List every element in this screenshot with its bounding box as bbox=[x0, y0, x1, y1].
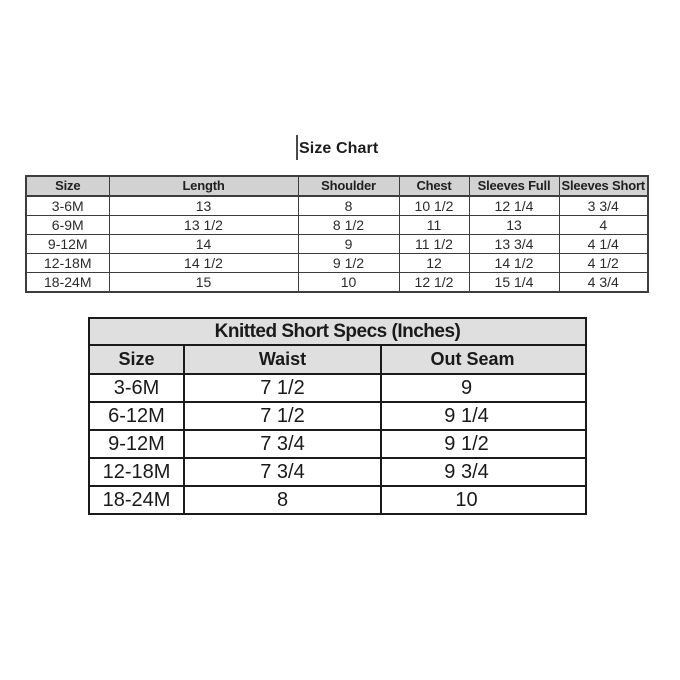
column-header-sleeves-full: Sleeves Full bbox=[469, 176, 559, 196]
cell-chest: 12 1/2 bbox=[399, 273, 469, 293]
knitted-specs-title: Knitted Short Specs (Inches) bbox=[89, 318, 586, 345]
cell-chest: 11 bbox=[399, 216, 469, 235]
cell-sleeves-full: 13 bbox=[469, 216, 559, 235]
cell-waist: 8 bbox=[184, 486, 381, 514]
column-header-sleeves-short: Sleeves Short bbox=[559, 176, 648, 196]
size-chart-header-row bbox=[26, 176, 648, 196]
cell-out-seam: 9 3/4 bbox=[381, 458, 586, 486]
cell-size: 18-24M bbox=[89, 486, 184, 514]
table-row bbox=[89, 486, 586, 514]
cell-size: 9-12M bbox=[26, 235, 109, 254]
cell-length: 13 bbox=[109, 196, 298, 216]
cell-size: 6-12M bbox=[89, 402, 184, 430]
table-row bbox=[26, 216, 648, 235]
column-header-size: Size bbox=[89, 345, 184, 374]
cell-size: 12-18M bbox=[89, 458, 184, 486]
cell-sleeves-short: 4 3/4 bbox=[559, 273, 648, 293]
cell-size: 12-18M bbox=[26, 254, 109, 273]
cell-waist: 7 1/2 bbox=[184, 374, 381, 402]
cell-sleeves-full: 15 1/4 bbox=[469, 273, 559, 293]
cell-sleeves-short: 4 1/4 bbox=[559, 235, 648, 254]
table-row bbox=[26, 196, 648, 216]
table-row bbox=[89, 374, 586, 402]
cell-length: 14 bbox=[109, 235, 298, 254]
cell-size: 6-9M bbox=[26, 216, 109, 235]
cell-shoulder: 8 bbox=[298, 196, 399, 216]
table-row bbox=[89, 402, 586, 430]
table-row bbox=[26, 273, 648, 293]
knitted-specs-header-row bbox=[89, 345, 586, 374]
cell-length: 13 1/2 bbox=[109, 216, 298, 235]
cell-out-seam: 9 bbox=[381, 374, 586, 402]
table-row bbox=[26, 235, 648, 254]
table-row bbox=[26, 254, 648, 273]
cell-chest: 10 1/2 bbox=[399, 196, 469, 216]
cell-shoulder: 8 1/2 bbox=[298, 216, 399, 235]
cell-chest: 12 bbox=[399, 254, 469, 273]
page-title: Size Chart bbox=[299, 140, 379, 157]
cell-sleeves-full: 12 1/4 bbox=[469, 196, 559, 216]
column-header-length: Length bbox=[109, 176, 298, 196]
cell-sleeves-full: 14 1/2 bbox=[469, 254, 559, 273]
cell-out-seam: 10 bbox=[381, 486, 586, 514]
cell-chest: 11 1/2 bbox=[399, 235, 469, 254]
cell-waist: 7 3/4 bbox=[184, 458, 381, 486]
cell-size: 9-12M bbox=[89, 430, 184, 458]
column-header-waist: Waist bbox=[184, 345, 381, 374]
cell-out-seam: 9 1/4 bbox=[381, 402, 586, 430]
table-row bbox=[89, 430, 586, 458]
cell-out-seam: 9 1/2 bbox=[381, 430, 586, 458]
cell-size: 3-6M bbox=[89, 374, 184, 402]
cell-size: 3-6M bbox=[26, 196, 109, 216]
cell-shoulder: 9 1/2 bbox=[298, 254, 399, 273]
cell-length: 15 bbox=[109, 273, 298, 293]
knitted-specs-title-row bbox=[89, 318, 586, 345]
cell-waist: 7 1/2 bbox=[184, 402, 381, 430]
cell-shoulder: 9 bbox=[298, 235, 399, 254]
cell-sleeves-short: 4 1/2 bbox=[559, 254, 648, 273]
size-chart-table bbox=[25, 175, 649, 293]
column-header-out-seam: Out Seam bbox=[381, 345, 586, 374]
column-header-chest: Chest bbox=[399, 176, 469, 196]
cell-size: 18-24M bbox=[26, 273, 109, 293]
column-header-size: Size bbox=[26, 176, 109, 196]
cell-shoulder: 10 bbox=[298, 273, 399, 293]
table-row bbox=[89, 458, 586, 486]
column-header-shoulder: Shoulder bbox=[298, 176, 399, 196]
cell-length: 14 1/2 bbox=[109, 254, 298, 273]
cell-sleeves-full: 13 3/4 bbox=[469, 235, 559, 254]
knitted-short-specs-table bbox=[88, 317, 587, 515]
cell-waist: 7 3/4 bbox=[184, 430, 381, 458]
cell-sleeves-short: 4 bbox=[559, 216, 648, 235]
cell-sleeves-short: 3 3/4 bbox=[559, 196, 648, 216]
text-caret bbox=[296, 135, 298, 160]
